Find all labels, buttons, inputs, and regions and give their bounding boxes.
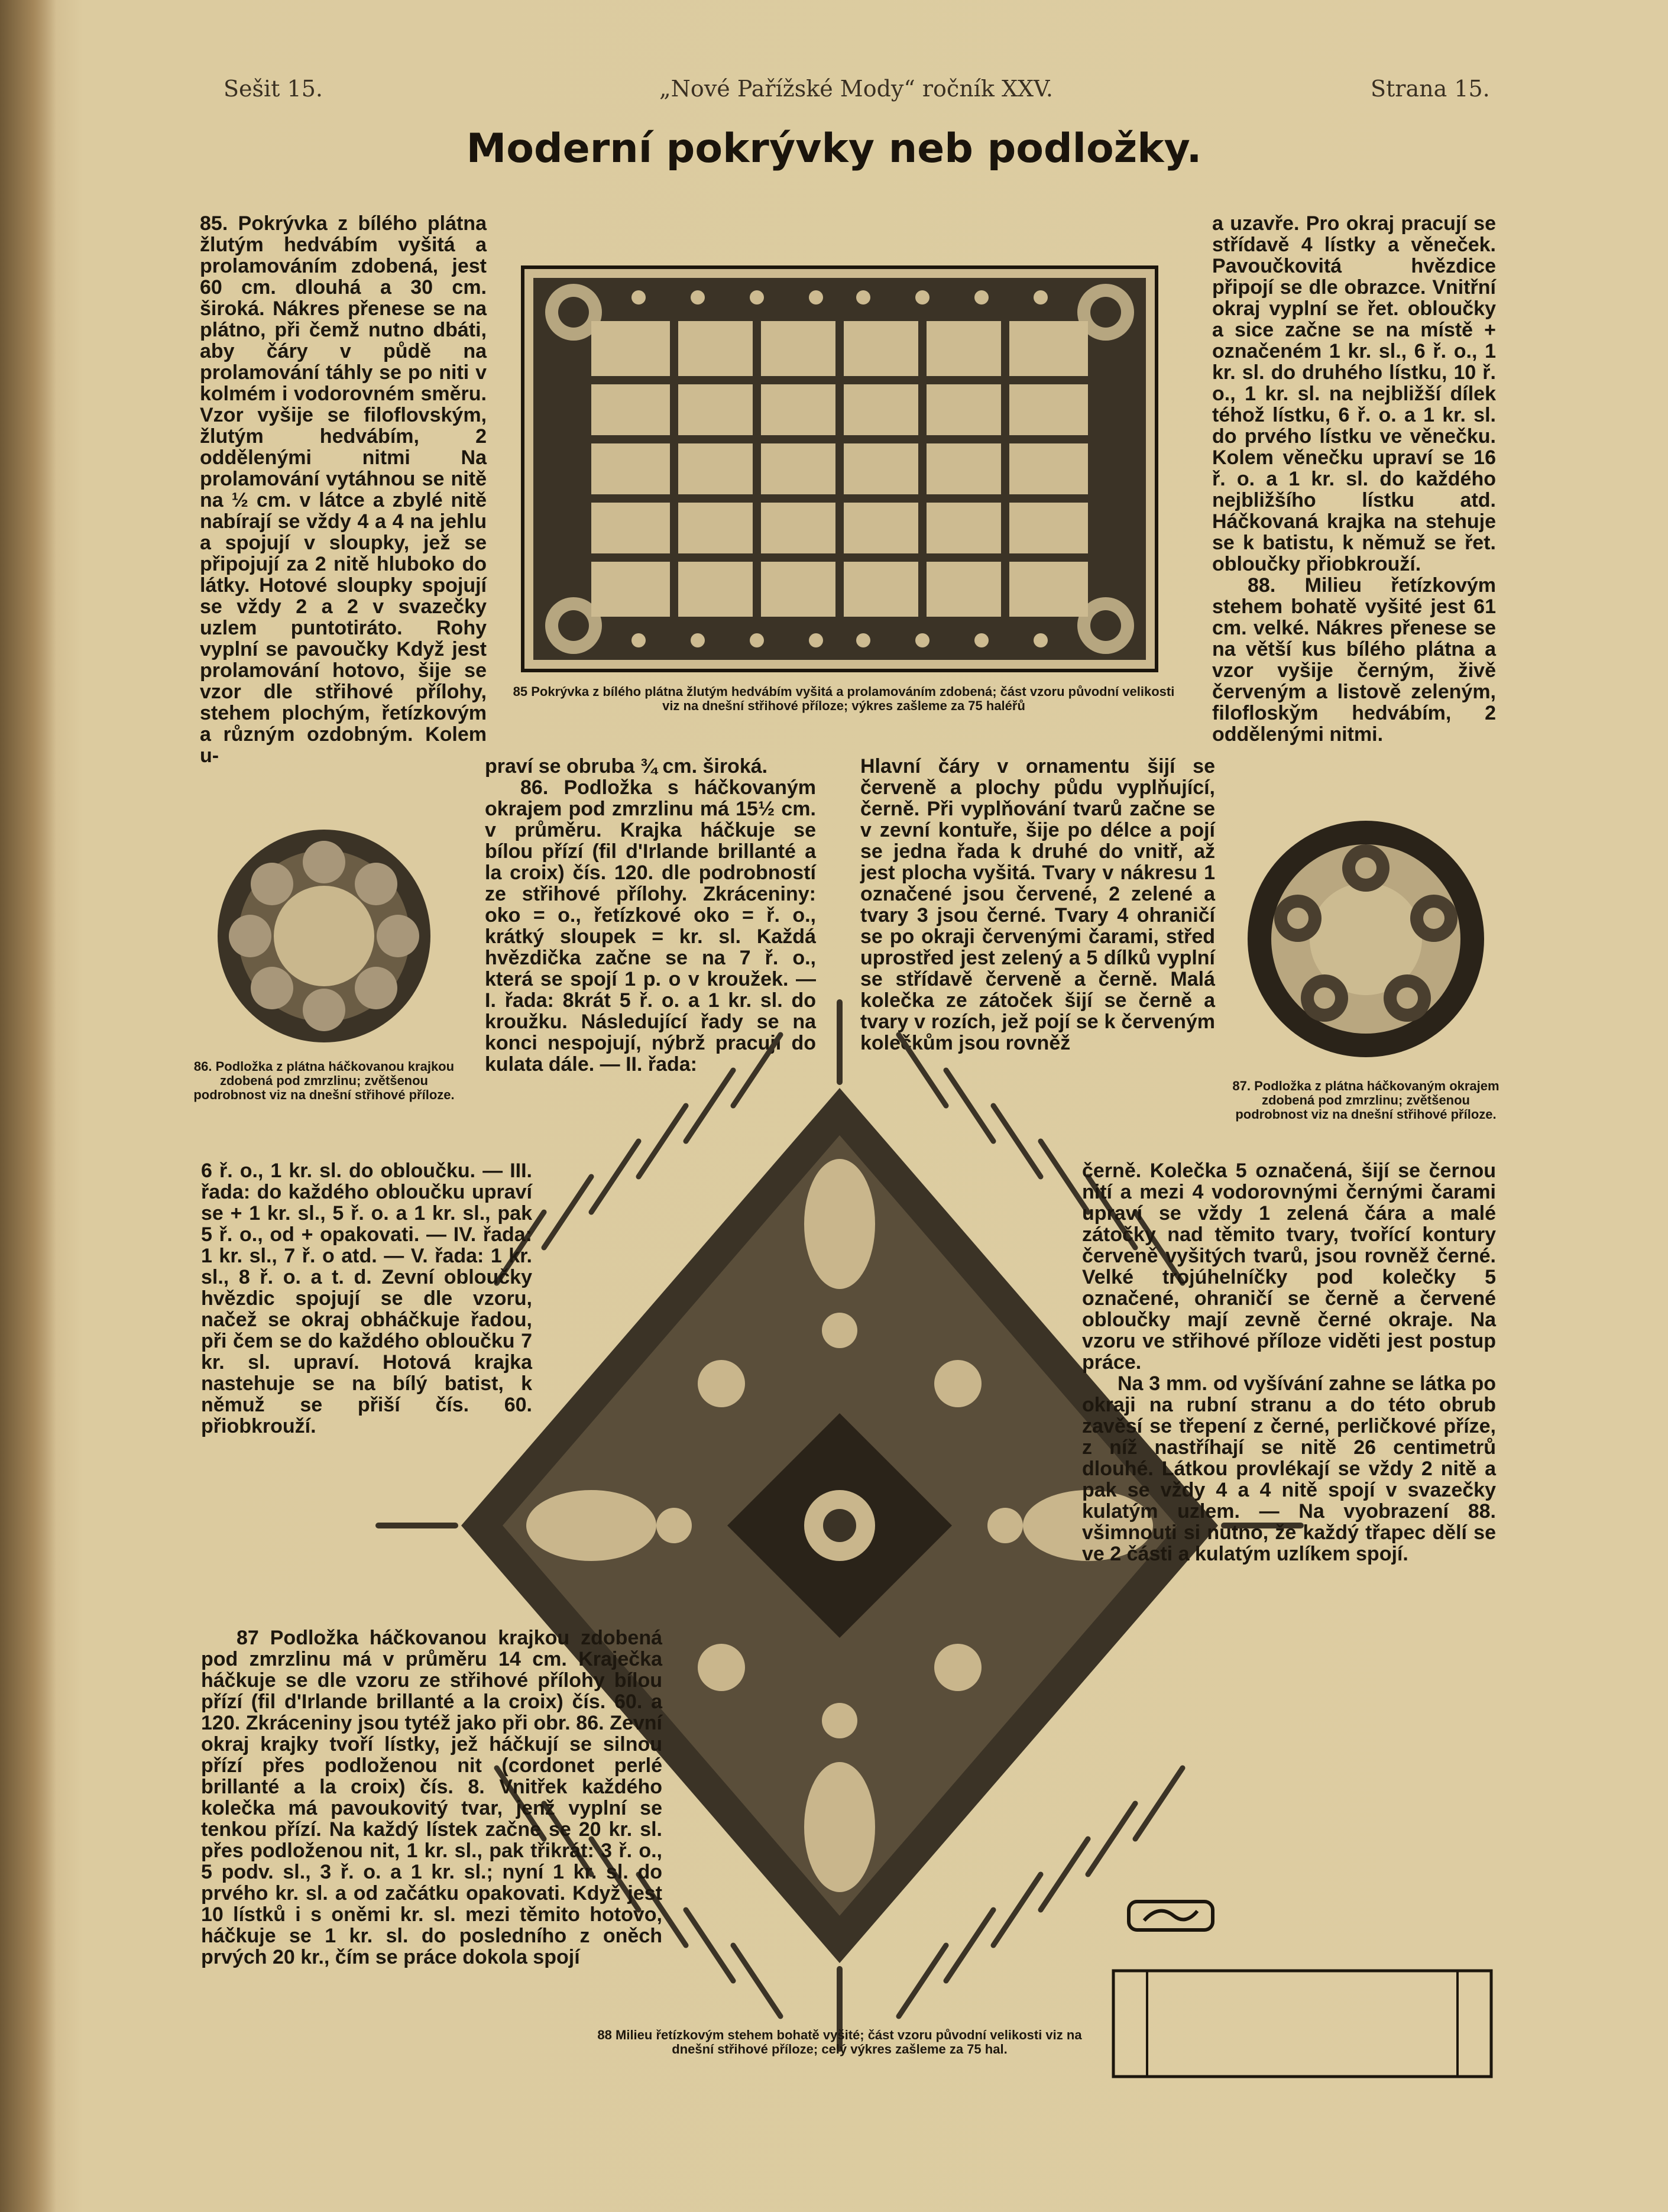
figure-85-tablecloth bbox=[520, 265, 1159, 673]
article-85-text: 85. Pokrývka z bílého plátna žlutým hedvábím vyšitá a prolamováním zdobená, jest 60 cm. dlouhá a 30 cm. široká. Nákres přenese se na plátno, při čemž nutno dbáti, aby čáry v půdě na prolamování táhly se po niti v kolmém i vodorovném směru. Vzor vyšije se filoflovským, žlutým hedvábím, 2 oddělenými nitmi Na prolamování vytáhnou se nitě na ½ cm. v látce a zbylé nitě nabírají se vždy 4 a 4 na jehlu a spojují v sloupky, jež se připojují za 2 nitě hluboko do látky. Hotové sloupky spojují se vždy 2 a 2 v svazečky uzlem puntotiráto. Rohy vyplní se pavoučky Když jest prolamování hotovo, šije se vzor dle střihové přílohy, stehem plochým, řetízkovým a různým ozdobným. Kolem u- bbox=[200, 212, 487, 767]
article-86-continued-text: 6 ř. o., 1 kr. sl. do obloučku. — III. řada: do každého obloučku upraví se + 1 kr. sl., 5 ř. o. a 1 kr. sl., pak 5 ř. o., od + opakovati. — IV. řada: 1 kr. sl., 7 ř. o atd. — V. řada: 1 kr. sl., 8 ř. o. a t. d. Zevní obloučky hvězdic spojují se dle vzoru, načež se okraj obháčkuje řadou, při čem se do každého obloučku 7 kr. sl. upraví. Hotová krajka nastehuje se na bílý batist, k němuž se přiší čís. 60. přiobkrouží. bbox=[201, 1160, 532, 1437]
article-86-text: praví se obruba ¾ cm. široká. 86. Podložka s háčkovaným okrajem pod zmrzlinu má 15½ cm. v průměru. Krajka háčkuje se bílou přízí (fil d'Irlande brillanté a la croix) čís. 120. dle podrobností ze střihové přílohy. Zkráceniny: oko = o., řetízkové oko = ř. o., krátký sloupek = kr. sl. Každá hvězdička začne se na 7 ř. o., která se spojí 1 p. o v kroužek. — I. řada: 8krát 5 ř. o. a 1 kr. sl. do kroužku. Následující řady se na konci nespojují, nýbrž pracují do kulata dále. — II. řada: bbox=[485, 755, 816, 1076]
empty-box bbox=[1112, 1969, 1493, 2078]
caption-86: 86. Podložka z plátna háčkovanou krajkou zdobená pod zmrzlinu; zvětšenou podrobnost viz na dnešní střihové příloze. bbox=[193, 1059, 455, 1102]
binding-spine bbox=[0, 0, 56, 2212]
caption-87: 87. Podložka z plátna háčkovaným okrajem zdobená pod zmrzlinu; zvětšenou podrobnost viz na dnešní střihové příloze. bbox=[1232, 1079, 1499, 1122]
header-issue: Sešit 15. bbox=[224, 76, 323, 102]
page-title: Moderní pokrývky neb podložky. bbox=[466, 125, 1202, 172]
article-88-continued-text: černě. Kolečka 5 označená, šijí se černou nití a mezi 4 vodorovnými černými čarami upraví se vždy 1 zelená čára a malé zátočky nad těmito tvary, tvořící kontury červeně vyšitých tvarů, jsou rovněž černé. Velké trojúhelníčky pod kolečky 5 označené, ohraničí se černě a červené obloučky mají zevně černé okraje. Na vzoru ve střihové příloze viděti jest postup práce. Na 3 mm. od vyšívání zahne se látka po okraji na rubní stranu a do této obrub zavěsí se třepení z černé, perličkové příze, z níž nastříhají se nitě 26 centimetrů dlouhé. Látkou provlékají se vždy 2 nitě a pak se vždy 4 a 4 nitě spojí v svazečky kulatým uzlem. — Na vyobrazení 88. všimnouti si nutno, že každý třapec dělí se ve 2 části a kulatým uzlíkem spojí. bbox=[1082, 1160, 1496, 1565]
caption-88: 88 Milieu řetízkovým stehem bohatě vyšité; část vzoru původní velikosti viz na dnešní střihové příloze; celý výkres zašleme za 75 hal. bbox=[597, 2028, 1082, 2056]
header-page: Strana 15. bbox=[1371, 76, 1490, 102]
article-87-continued-text: a uzavře. Pro okraj pracují se střídavě 4 lístky a věneček. Pavoučkovitá hvězdice připojí se dle obrazce. Vnitřní okraj vyplní se řet. obloučky a sice začne se na místě + označeném 1 kr. sl., 6 ř. o., 1 kr. sl. do druhého lístku, 10 ř. o., 1 kr. sl. na nejbližší dílek téhož lístku, 6 ř. o. a 1 kr. sl. do prvého lístku ve věnečku. Kolem věnečku upraví se 16 ř. o. a 1 kr. sl. do každého nejbližšího lístku atd. Háčkovaná krajka na stehuje se k batistu, k němuž se řet. obloučky přiobkrouží. 88. Milieu řetízkovým stehem bohatě vyšité jest 61 cm. velké. Nákres přenese se na větší kus bílého plátna a vzor vyšije černým, živě červeným a listově zeleným, filoflosky̌m hedvábím, 2 oddělenými nitmi. bbox=[1212, 212, 1496, 746]
ornament-icon bbox=[1126, 1898, 1215, 1934]
article-87-text: 87 Podložka háčkovanou krajkou zdobená pod zmrzlinu má v průměru 14 cm. Kraječka háčkuje se dle vzoru ze střihové přílohy bílou přízí (fil d'Irlande brillanté a la croix) čís. 60. a 120. Zkráceniny jsou tytéž jako při obr. 86. Zevní okraj krajky tvoří lístky, jež háčkují se silnou přízí přes podloženou nit (cordonet perlé brillanté a la croix) čís. 8. Vnitřek každého kolečka má pavoukovitý tvar, jenž vyplní se tenkou přízí. Na každý lístek začne se 20 kr. sl. přes podloženou nit, 1 kr. sl., pak třikrát: 3 ř. o., 5 podv. sl., 3 ř. o. a 1 kr. sl.; nyní 1 kr. sl. do prvého kr. sl. a od začátku opakovati. Když jest 10 lístků i s oněmi kr. sl. mezi těmito hotovo, háčkuje se 1 kr. sl. do posledního z oněch prvých 20 kr., čím se práce dokola spojí bbox=[201, 1627, 662, 1968]
caption-85: 85 Pokrývka z bílého plátna žlutým hedvábím vyšitá a prolamováním zdobená; část vzoru původní velikosti viz na dnešní střihové příloze; výkres zašleme za 75 haléřů bbox=[513, 684, 1175, 713]
header-journal: „Nové Pařížské Mody“ ročník XXV. bbox=[659, 76, 1053, 102]
article-88-text: Hlavní čáry v ornamentu šijí se červeně a plochy půdu vyplňující, černě. Při vyplňování tvarů začne se v zevní kontuře, šije po délce a pojí se jedna řada k druhé do vnitř, až jest plocha vyšitá. Tvary v nákresu 1 označené jsou červené, 2 zelené a tvary 3 jsou černé. Tvary 4 ohraničí se po okraji červenými čarami, střed uprostřed jest zelený a 5 dílků vyplní se střídavě červeně a černě. Malá kolečka ze zátoček šijí se černě a tvary v rozích, jež pojí se k červeným kolečkům jsou rovněž bbox=[860, 755, 1215, 1054]
